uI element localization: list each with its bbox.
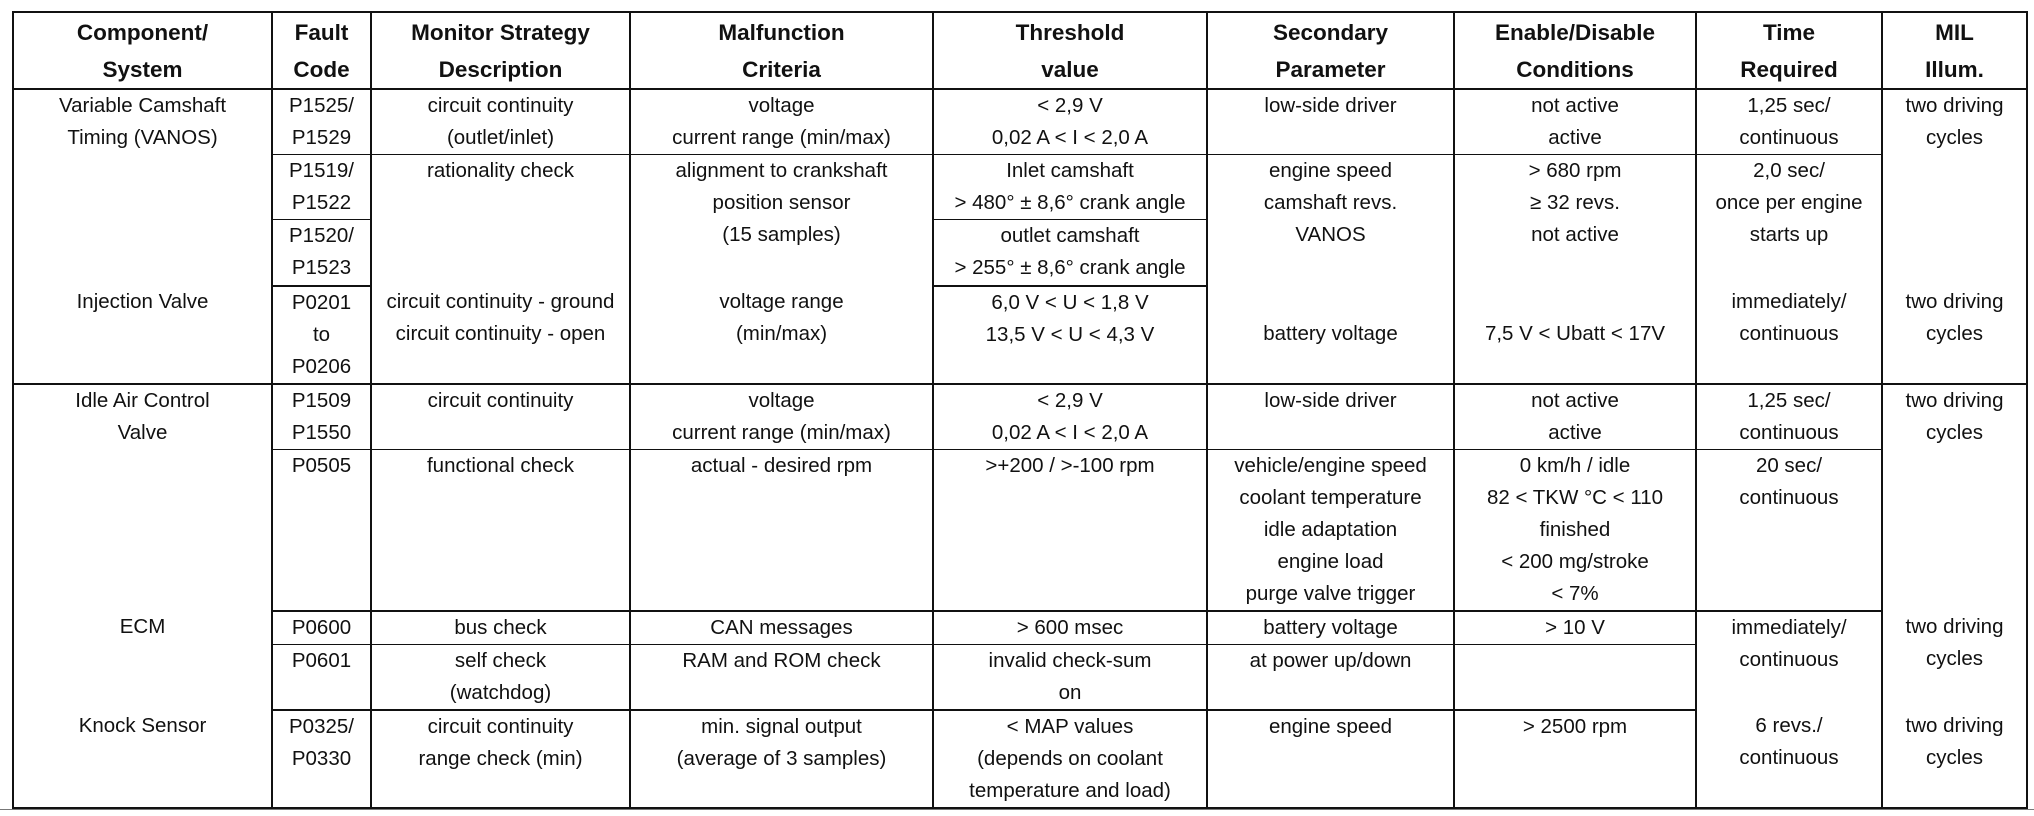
page-bottom-rule: [0, 809, 2034, 810]
component-injection-valve: Injection Valve: [13, 286, 272, 384]
criteria-cell: voltage current range (min/max): [630, 89, 933, 155]
threshold-cell: < 2,9 V 0,02 A < I < 2,0 A: [933, 384, 1207, 450]
fault-code-cell: P1520/ P1523: [272, 220, 371, 286]
mil-cell: two driving cycles: [1882, 710, 2027, 808]
header-monitor-strategy: Monitor Strategy Description: [371, 12, 630, 89]
table-row: [13, 449, 2027, 611]
enable-cell: > 10 V: [1454, 611, 1696, 645]
fault-code-cell: P1509 P1550: [272, 384, 371, 450]
header-secondary-parameter: Secondary Parameter: [1207, 12, 1454, 89]
criteria-cell: alignment to crankshaft position sensor (15 samples): [630, 155, 933, 286]
threshold-cell: invalid check-sum on: [933, 644, 1207, 710]
table-row: [13, 384, 2027, 450]
table-row: [13, 89, 2027, 155]
monitor-cell: circuit continuity: [371, 384, 630, 450]
threshold-cell: 6,0 V < U < 1,8 V 13,5 V < U < 4,3 V: [933, 286, 1207, 384]
threshold-cell: < MAP values (depends on coolant temperature and load): [933, 710, 1207, 808]
mil-cell: two driving cycles: [1882, 89, 2027, 286]
table-row: [13, 611, 2027, 645]
enable-cell: 0 km/h / idle 82 < TKW °C < 110 finished < 200 mg/stroke < 7%: [1454, 449, 1696, 611]
enable-cell: > 2500 rpm: [1454, 710, 1696, 808]
criteria-cell: RAM and ROM check: [630, 644, 933, 710]
mil-cell: two driving cycles: [1882, 384, 2027, 611]
enable-cell: [1454, 644, 1696, 710]
secondary-cell: vehicle/engine speed coolant temperature idle adaptation engine load purge valve trigger: [1207, 449, 1454, 611]
secondary-cell: battery voltage: [1207, 611, 1454, 645]
obd-monitor-table: [12, 11, 2028, 809]
header-row: [13, 12, 2027, 89]
enable-cell: > 680 rpm ≥ 32 revs. not active: [1454, 155, 1696, 286]
monitor-cell: bus check: [371, 611, 630, 645]
monitor-cell: circuit continuity range check (min): [371, 710, 630, 808]
enable-cell: not active active: [1454, 384, 1696, 450]
threshold-cell: >+200 / >-100 rpm: [933, 449, 1207, 611]
fault-code-cell: P1525/ P1529: [272, 89, 371, 155]
header-threshold-value: Threshold value: [933, 12, 1207, 89]
threshold-cell: > 600 msec: [933, 611, 1207, 645]
time-cell: 1,25 sec/ continuous: [1696, 384, 1882, 450]
fault-code-cell: P0201 to P0206: [272, 286, 371, 384]
header-component: Component/ System: [13, 12, 272, 89]
monitor-cell: functional check: [371, 449, 630, 611]
time-cell: 1,25 sec/ continuous: [1696, 89, 1882, 155]
component-knock-sensor: Knock Sensor: [13, 710, 272, 808]
monitor-cell: circuit continuity (outlet/inlet): [371, 89, 630, 155]
component-vanos: Variable Camshaft Timing (VANOS): [13, 89, 272, 286]
table-row: [13, 710, 2027, 808]
mil-cell: two driving cycles: [1882, 286, 2027, 384]
secondary-cell: engine speed: [1207, 710, 1454, 808]
header-enable-conditions: Enable/Disable Conditions: [1454, 12, 1696, 89]
component-idle-air-control: Idle Air Control Valve: [13, 384, 272, 611]
threshold-cell: < 2,9 V 0,02 A < I < 2,0 A: [933, 89, 1207, 155]
criteria-cell: min. signal output (average of 3 samples): [630, 710, 933, 808]
header-time-required: Time Required: [1696, 12, 1882, 89]
criteria-cell: voltage current range (min/max): [630, 384, 933, 450]
fault-code-cell: P0600: [272, 611, 371, 645]
enable-cell: 7,5 V < Ubatt < 17V: [1454, 286, 1696, 384]
fault-code-cell: P0505: [272, 449, 371, 611]
fault-code-cell: P0325/ P0330: [272, 710, 371, 808]
threshold-cell: Inlet camshaft > 480° ± 8,6° crank angle: [933, 155, 1207, 220]
criteria-cell: CAN messages: [630, 611, 933, 645]
enable-cell: not active active: [1454, 89, 1696, 155]
time-cell: 20 sec/ continuous: [1696, 449, 1882, 611]
header-mil-illum: MIL Illum.: [1882, 12, 2027, 89]
secondary-cell: at power up/down: [1207, 644, 1454, 710]
time-cell: 6 revs./ continuous: [1696, 710, 1882, 808]
time-cell: immediately/ continuous: [1696, 611, 1882, 710]
monitor-cell: self check (watchdog): [371, 644, 630, 710]
component-ecm: ECM: [13, 611, 272, 710]
table-row: [13, 286, 2027, 384]
secondary-cell: low-side driver: [1207, 89, 1454, 155]
header-fault-code: Fault Code: [272, 12, 371, 89]
fault-code-cell: P0601: [272, 644, 371, 710]
secondary-cell: engine speed camshaft revs. VANOS: [1207, 155, 1454, 286]
secondary-cell: battery voltage: [1207, 286, 1454, 384]
secondary-cell: low-side driver: [1207, 384, 1454, 450]
monitor-cell: circuit continuity - ground circuit continuity - open: [371, 286, 630, 384]
fault-code-cell: P1519/ P1522: [272, 155, 371, 220]
table-row: [13, 155, 2027, 220]
criteria-cell: voltage range (min/max): [630, 286, 933, 384]
threshold-cell: outlet camshaft > 255° ± 8,6° crank angle: [933, 220, 1207, 286]
criteria-cell: actual - desired rpm: [630, 449, 933, 611]
monitor-cell: rationality check: [371, 155, 630, 286]
time-cell: 2,0 sec/ once per engine starts up: [1696, 155, 1882, 286]
mil-cell: two driving cycles: [1882, 611, 2027, 710]
header-malfunction-criteria: Malfunction Criteria: [630, 12, 933, 89]
time-cell: immediately/ continuous: [1696, 286, 1882, 384]
